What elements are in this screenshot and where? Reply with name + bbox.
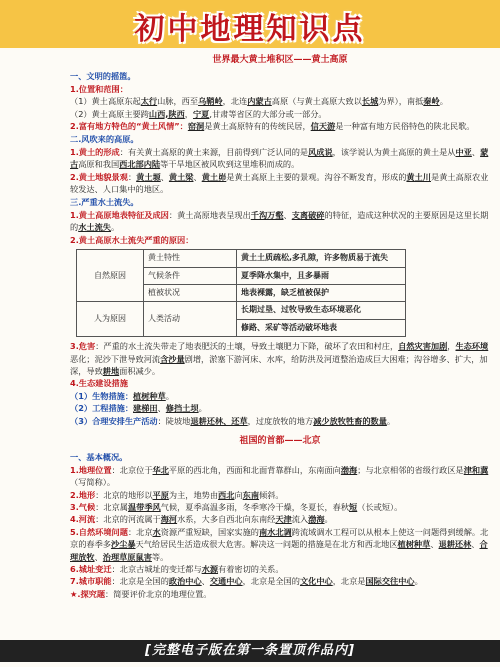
- section-title-beijing: 祖国的首都——北京: [239, 435, 321, 446]
- table-row: [77, 302, 406, 319]
- table-cell: 黄土土质疏松,多孔隙，许多物质易于流失: [237, 250, 406, 267]
- table-row: [77, 250, 406, 267]
- table-cell: 地表裸露，缺乏植被保护: [237, 284, 406, 301]
- function-line: 7.城市职能：北京是全国的政治中心、交通中心，北京是全国的文化中心，北京是国际交往中心。: [70, 576, 423, 587]
- section-separator: [70, 427, 490, 433]
- formation-line: 1.黄土的形成：有关黄土高原的黄土来源，目前得到广泛认同的是风成说，该学说认为黄土高原的黄土是从中亚、蒙古高原和我国西北部内陆等干旱地区被风吹到这里堆积而成的。: [70, 146, 489, 170]
- heading-wind-plateau: 二.风吹来的高原。: [70, 134, 139, 145]
- river-line: 4.河流：北京的河流属于海河水系，大多自西北向东南经天津流入渤海。: [70, 514, 333, 525]
- heading-overview: 一、基本概况。: [70, 452, 128, 463]
- table-cell: 修路、采矿等活动破坏地表: [237, 319, 406, 336]
- heading-civilization: 一、文明的摇篮。: [70, 71, 136, 82]
- heading-location: 1.位置和范围：: [70, 83, 128, 94]
- table-cell: 黄土特性: [144, 250, 237, 267]
- city-site-line: 6.城址变迁：北京古城址的变迁都与水源有着密切的关系。: [70, 564, 284, 575]
- table-cell: 气候条件: [144, 267, 237, 284]
- table-cell: 长期过垦、过牧导致生态环境恶化: [237, 302, 406, 319]
- culture-line: 2.富有地方特色的“黄土风情”：窑洞是黄土高原特有的传统民居，信天游是一种富有地方民俗特色的陕北民歌。: [70, 121, 475, 132]
- environment-line: 5.自然环境问题：北京水资源严重短缺，国家实施的南水北调跨流域调水工程可以从根本上使这一问题得到缓解。北京的春季多沙尘暴天气给居民生活造成很大危害。解决这一问题的措施是在北方和西北地区植树种草、退耕还林、合理放牧、治理草原鼠害等。: [70, 526, 489, 562]
- explore-line: ★.探究题：简要评价北京的地理位置。: [70, 588, 212, 599]
- terrain-line: 2.地形：北京的地形以平原为主，地势由西北向东南倾斜。: [70, 489, 284, 500]
- landform-line: 2.黄土地貌景观：黄土塬、黄土梁、黄土峁是黄土高原上主要的景观。沟谷不断发育，形成的黄土川是黄土高原农业较发达、人口集中的地区。: [70, 171, 489, 195]
- table-cell: 夏季降水集中，且多暴雨: [237, 267, 406, 284]
- page-title: 初中地理知识点: [134, 12, 366, 47]
- location-line-1: （1）黄土高原东起太行山脉，西至乌鞘岭，北连内蒙古高原（与黄土高原大致以长城为界），南抵秦岭。: [70, 96, 448, 107]
- location-line-2: （2）黄土高原主要跨山西,陕西，宁夏,甘肃等省区的大部分或一部分。: [70, 108, 327, 119]
- heading-causes: 2.黄土高原水土流失严重的原因：: [70, 234, 194, 245]
- eco-line-1: （1）生物措施：植树种草。: [70, 390, 174, 401]
- table-cell: 自然原因: [77, 250, 144, 302]
- table-cell: 人为原因: [77, 302, 144, 337]
- eco-line-3: （3）合理安排生产活动：陡坡地退耕还林、还草，过度放牧的地方减少放牧牲畜的数量。: [70, 415, 396, 426]
- eco-line-2: （2）工程措施：建梯田、修挡土坝。: [70, 403, 207, 414]
- feature-line: 1.黄土高原地表特征及成因：黄土高原地表呈现出千沟万壑、支离破碎的特征，造成这种状况的主要原因是这里长期的水土流失。: [70, 209, 489, 233]
- footer-banner: [完整电子版在第一条置顶作品内]: [0, 640, 500, 662]
- climate-line: 3.气候：北京属温带季风气候，夏季高温多雨，冬季寒冷干燥，冬夏长，春秋短（长或短）。: [70, 502, 403, 512]
- harm-line: 3.危害：严重的水土流失带走了地表肥沃的土壤，导致土壤肥力下降，破坏了农田和村庄，自然灾害加剧，生态环境恶化；泥沙下泄导致河流含沙量剧增，淤塞下游河床、水库，给防洪及河道整治造成巨大困难；沟谷增多、扩大，加深，导致耕地面积减少。: [70, 341, 489, 376]
- table-cell: 人类活动: [144, 302, 237, 337]
- heading-eco-measures: 4.生态建设措施: [70, 378, 128, 389]
- section-title-loess: 世界最大黄土堆积区——黄土高原: [212, 55, 348, 65]
- table-cell: 植被状况: [144, 284, 237, 301]
- content: [70, 52, 490, 600]
- heading-soil-erosion: 三.严重水土流失。: [70, 197, 139, 208]
- geo-line: 1.地理位置：北京位于华北平原的西北角，西面和北面背靠群山，东南面向渤海；与北京相邻的省级行政区是津和冀（写简称）。: [70, 464, 489, 488]
- causes-table: [76, 249, 406, 337]
